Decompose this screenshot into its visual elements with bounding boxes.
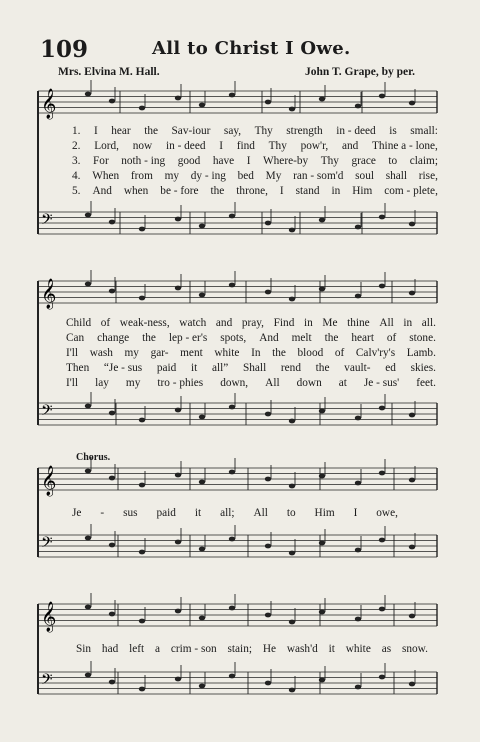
bass-clef-icon: 𝄢 xyxy=(41,671,53,692)
lyric-word: com - plete, xyxy=(384,185,438,197)
note-head xyxy=(379,215,385,220)
note-head xyxy=(199,684,205,689)
note-head xyxy=(379,471,385,476)
lyric-word: And xyxy=(259,332,279,344)
lyric-word: in xyxy=(303,317,313,329)
note-head xyxy=(355,104,361,109)
note-head xyxy=(319,409,325,414)
note-head xyxy=(289,228,295,233)
note-head xyxy=(265,544,271,549)
lyric-line xyxy=(76,643,428,655)
lyric-line xyxy=(72,185,438,197)
note-head xyxy=(409,101,415,106)
note-head xyxy=(289,551,295,556)
lyric-word: All xyxy=(253,507,268,519)
note-head xyxy=(109,612,115,617)
lyric-line xyxy=(72,140,438,152)
note-head xyxy=(175,677,181,682)
note-head xyxy=(199,293,205,298)
lyric-word: noth - ing xyxy=(121,155,166,167)
note-head xyxy=(265,221,271,226)
chorus-label: Chorus. xyxy=(76,452,111,463)
note-head xyxy=(229,674,235,679)
lyric-word: and xyxy=(341,140,359,152)
lyric-word: paid xyxy=(156,507,176,519)
lyric-word: it xyxy=(328,643,335,655)
note-head xyxy=(379,538,385,543)
lyric-word: the xyxy=(210,185,225,197)
note-head xyxy=(355,294,361,299)
treble-clef-icon: 𝄞 xyxy=(41,602,57,632)
note-head xyxy=(139,227,145,232)
note-head xyxy=(229,606,235,611)
lyric-line xyxy=(66,347,436,359)
lyric-word: of xyxy=(334,347,345,359)
lyric-line xyxy=(72,170,438,182)
lyric-word: strength xyxy=(286,125,323,137)
lyric-word: crim - son xyxy=(170,643,217,655)
lyric-word: tro - phies xyxy=(157,377,204,389)
bass-clef-icon: 𝄢 xyxy=(41,211,53,232)
note-head xyxy=(355,225,361,230)
lyric-word: find xyxy=(236,140,255,152)
note-head xyxy=(319,474,325,479)
lyric-word: bed xyxy=(237,170,254,182)
lyric-word: have xyxy=(212,155,235,167)
note-head xyxy=(355,416,361,421)
lyric-word: pray, xyxy=(241,317,265,329)
lyric-word: sus xyxy=(123,507,138,519)
note-head xyxy=(289,107,295,112)
lyric-word: wash'd xyxy=(286,643,318,655)
lyric-word: I'll xyxy=(66,347,79,359)
note-head xyxy=(85,404,91,409)
lyric-word: rend xyxy=(280,362,301,374)
lyric-word: Thy xyxy=(320,155,339,167)
note-head xyxy=(109,411,115,416)
lyric-word: it xyxy=(191,362,198,374)
lyric-word: the xyxy=(142,332,156,344)
lyric-word: my xyxy=(124,347,139,359)
lyric-word: 4. xyxy=(72,170,81,182)
note-head xyxy=(409,614,415,619)
lyric-word: thine xyxy=(347,317,370,329)
note-head xyxy=(175,217,181,222)
note-head xyxy=(319,97,325,102)
note-head xyxy=(379,675,385,680)
lyric-word: skies. xyxy=(410,362,436,374)
lyric-word: change xyxy=(97,332,130,344)
note-head xyxy=(139,106,145,111)
lyric-word: And xyxy=(92,185,112,197)
lyric-word: Je - sus' xyxy=(363,377,400,389)
note-head xyxy=(319,541,325,546)
lyric-word: Child xyxy=(66,317,92,329)
treble-clef-icon: 𝄞 xyxy=(41,89,57,119)
lyric-word: it xyxy=(194,507,202,519)
note-head xyxy=(265,290,271,295)
lyric-word: 3. xyxy=(72,155,81,167)
note-head xyxy=(109,543,115,548)
note-head xyxy=(229,214,235,219)
lyric-word: stone. xyxy=(409,332,436,344)
lyric-word: feet. xyxy=(416,377,436,389)
lyric-word: the xyxy=(272,347,286,359)
lyric-word: Where-by xyxy=(263,155,309,167)
treble-clef-icon: 𝄞 xyxy=(41,279,57,309)
lyric-line xyxy=(72,125,438,137)
bass-clef-icon: 𝄢 xyxy=(41,534,53,555)
note-head xyxy=(289,297,295,302)
note-head xyxy=(265,613,271,618)
note-head xyxy=(139,418,145,423)
note-head xyxy=(85,605,91,610)
lyric-word: the xyxy=(324,332,339,344)
note-head xyxy=(409,682,415,687)
lyric-word: Find xyxy=(273,317,295,329)
lyric-word: throne, xyxy=(236,185,268,197)
lyric-word: from xyxy=(130,170,153,182)
lyric-word: dy - ing xyxy=(190,170,226,182)
lyric-word: All xyxy=(379,317,394,329)
note-head xyxy=(109,476,115,481)
lyric-word: I xyxy=(279,185,284,197)
note-head xyxy=(175,609,181,614)
lyric-word: rise, xyxy=(418,170,438,182)
note-head xyxy=(379,406,385,411)
lyric-word: vault- xyxy=(344,362,371,374)
lyric-word: I xyxy=(93,125,98,137)
lyric-word: be - fore xyxy=(160,185,199,197)
lyric-word: - xyxy=(100,507,105,519)
note-head xyxy=(109,220,115,225)
note-head xyxy=(379,94,385,99)
lyric-word: and xyxy=(215,317,233,329)
lyric-word: Can xyxy=(66,332,85,344)
note-head xyxy=(355,617,361,622)
note-head xyxy=(379,284,385,289)
lyric-word: the xyxy=(315,362,330,374)
note-head xyxy=(265,477,271,482)
lyric-word: Shall xyxy=(242,362,267,374)
note-head xyxy=(229,283,235,288)
lyric-word: left xyxy=(129,643,145,655)
lyric-word: Thy xyxy=(254,125,273,137)
note-head xyxy=(289,484,295,489)
note-head xyxy=(409,291,415,296)
note-head xyxy=(199,224,205,229)
lyric-word: paid xyxy=(156,362,177,374)
lyric-word: grace xyxy=(351,155,376,167)
lyric-word: Lord, xyxy=(94,140,120,152)
lyric-word: Thy xyxy=(268,140,287,152)
lyric-word: in - deed xyxy=(336,125,376,137)
note-head xyxy=(355,548,361,553)
note-head xyxy=(199,480,205,485)
lyric-word: all” xyxy=(211,362,229,374)
lyric-line xyxy=(72,155,438,167)
lyric-word: down, xyxy=(220,377,249,389)
note-head xyxy=(265,412,271,417)
lyric-word: of xyxy=(100,317,111,329)
note-head xyxy=(175,540,181,545)
lyric-word: to xyxy=(388,155,398,167)
lyric-word: My xyxy=(265,170,282,182)
lyric-word: is xyxy=(389,125,397,137)
lyric-word: my xyxy=(164,170,180,182)
note-head xyxy=(319,610,325,615)
lyric-word: Me xyxy=(322,317,338,329)
composer-credit: John T. Grape, by per. xyxy=(305,66,416,78)
note-head xyxy=(409,478,415,483)
lyric-word: All xyxy=(265,377,280,389)
note-head xyxy=(265,681,271,686)
note-head xyxy=(199,547,205,552)
lyric-word: lay xyxy=(95,377,109,389)
lyric-word: ed xyxy=(385,362,396,374)
lyric-word: spots, xyxy=(220,332,247,344)
lyric-word: of xyxy=(386,332,397,344)
lyric-line xyxy=(72,507,398,519)
note-head xyxy=(229,470,235,475)
lyric-word: weak-ness, xyxy=(119,317,170,329)
lyric-word: Sav-iour xyxy=(171,125,211,137)
lyric-word: lep - er's xyxy=(168,332,208,344)
note-head xyxy=(199,103,205,108)
note-head xyxy=(139,619,145,624)
hymn-title: All to Christ I Owe. xyxy=(152,38,351,59)
lyric-word: “Je - sus xyxy=(103,362,143,374)
note-head xyxy=(319,287,325,292)
lyric-word: in xyxy=(403,317,413,329)
note-head xyxy=(229,93,235,98)
lyric-word: soul xyxy=(355,170,374,182)
note-head xyxy=(109,99,115,104)
lyric-word: I xyxy=(219,140,223,152)
lyric-word: stain; xyxy=(227,643,252,655)
lyric-word: Then xyxy=(66,362,90,374)
lyric-line xyxy=(66,317,436,329)
lyric-word: ran - som'd xyxy=(293,170,344,182)
lyric-word: at xyxy=(338,377,347,389)
lyric-word: claim; xyxy=(409,155,438,167)
note-head xyxy=(355,481,361,486)
bass-clef-icon: 𝄢 xyxy=(41,402,53,423)
lyric-word: He xyxy=(262,643,277,655)
note-head xyxy=(85,92,91,97)
lyric-word: wash xyxy=(89,347,113,359)
note-head xyxy=(289,688,295,693)
lyric-word: as xyxy=(381,643,392,655)
note-head xyxy=(85,282,91,287)
lyric-word: melt xyxy=(291,332,312,344)
lyric-word: to xyxy=(286,507,296,519)
lyric-word: Sin xyxy=(76,643,92,655)
lyric-word: now xyxy=(132,140,153,152)
lyric-word: all; xyxy=(220,507,235,519)
lyric-word: pow'r, xyxy=(300,140,329,152)
lyric-line xyxy=(66,362,436,374)
note-head xyxy=(175,96,181,101)
lyric-word: down xyxy=(296,377,322,389)
lyric-word: small: xyxy=(410,125,438,137)
note-head xyxy=(139,296,145,301)
lyric-word: my xyxy=(125,377,141,389)
lyric-word: 5. xyxy=(72,185,81,197)
lyric-word: Calv'ry's xyxy=(355,347,396,359)
note-head xyxy=(139,687,145,692)
lyric-word: gar- xyxy=(150,347,169,359)
lyric-word: a xyxy=(154,643,160,655)
note-head xyxy=(409,222,415,227)
lyric-word: I xyxy=(246,155,251,167)
lyric-word: watch xyxy=(179,317,207,329)
lyric-word: ment xyxy=(180,347,203,359)
lyric-word: When xyxy=(92,170,120,182)
lyric-word: when xyxy=(123,185,149,197)
note-head xyxy=(85,469,91,474)
lyric-word: say, xyxy=(223,125,242,137)
lyric-word: white xyxy=(345,643,371,655)
lyric-word: shall xyxy=(385,170,408,182)
note-head xyxy=(355,685,361,690)
lyric-word: owe, xyxy=(376,507,398,519)
author-credit: Mrs. Elvina M. Hall. xyxy=(58,66,160,78)
lyric-word: had xyxy=(101,643,119,655)
lyric-word: In xyxy=(251,347,261,359)
lyric-word: 2. xyxy=(72,140,81,152)
lyric-word: Je xyxy=(72,507,82,519)
note-head xyxy=(199,415,205,420)
note-head xyxy=(85,536,91,541)
lyric-word: Him xyxy=(314,507,335,519)
note-head xyxy=(199,616,205,621)
lyric-word: Thine a - lone, xyxy=(372,140,438,152)
note-head xyxy=(175,286,181,291)
note-head xyxy=(379,607,385,612)
note-head xyxy=(409,413,415,418)
lyric-word: stand xyxy=(295,185,320,197)
note-head xyxy=(409,545,415,550)
lyric-word: Him xyxy=(352,185,373,197)
lyric-word: hear xyxy=(111,125,131,137)
note-head xyxy=(175,473,181,478)
treble-clef-icon: 𝄞 xyxy=(41,466,57,496)
lyric-word: blood xyxy=(297,347,324,359)
lyric-word: in - deed xyxy=(165,140,206,152)
note-head xyxy=(229,537,235,542)
lyric-word: snow. xyxy=(401,643,428,655)
lyric-word: Lamb. xyxy=(406,347,436,359)
note-head xyxy=(175,408,181,413)
note-head xyxy=(229,405,235,410)
note-head xyxy=(139,550,145,555)
note-head xyxy=(109,680,115,685)
lyric-word: I xyxy=(353,507,358,519)
lyric-word: I'll xyxy=(66,377,79,389)
lyric-line xyxy=(66,377,436,389)
hymn-number: 109 xyxy=(40,36,89,63)
lyric-word: in xyxy=(331,185,341,197)
lyric-word: For xyxy=(93,155,109,167)
lyric-line xyxy=(66,332,436,344)
note-head xyxy=(289,620,295,625)
note-head xyxy=(85,673,91,678)
note-head xyxy=(265,100,271,105)
lyric-word: heart xyxy=(351,332,374,344)
lyric-word: 1. xyxy=(72,125,81,137)
note-head xyxy=(85,213,91,218)
note-head xyxy=(139,483,145,488)
note-head xyxy=(319,218,325,223)
note-head xyxy=(319,678,325,683)
note-head xyxy=(109,289,115,294)
lyric-word: good xyxy=(177,155,201,167)
lyric-word: the xyxy=(144,125,159,137)
note-head xyxy=(289,419,295,424)
lyric-word: white xyxy=(214,347,240,359)
lyric-word: all. xyxy=(421,317,436,329)
